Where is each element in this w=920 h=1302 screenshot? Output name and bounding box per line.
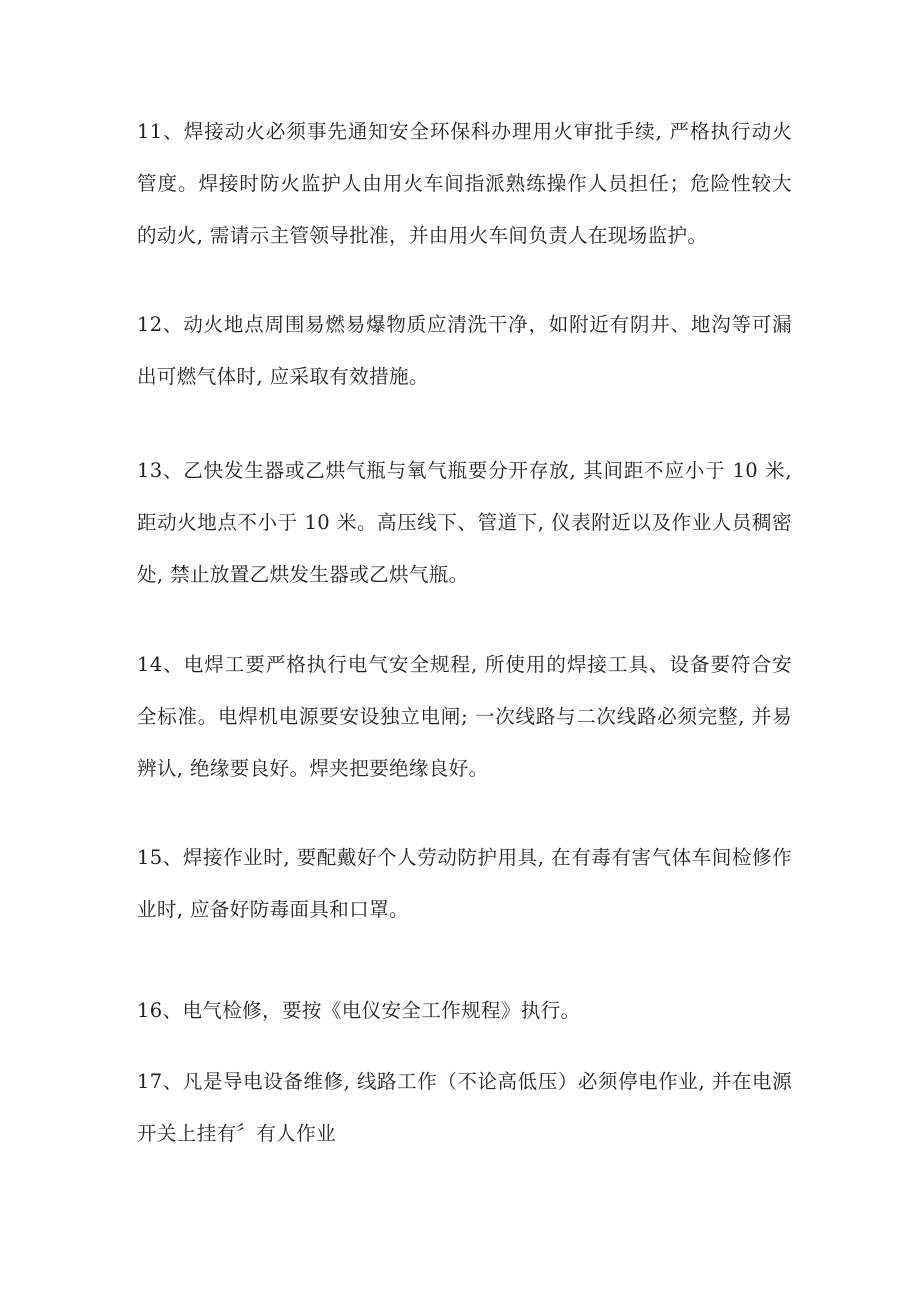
- paragraph-14: 14、电焊工要严格执行电气安全规程, 所使用的焊接工具、设备要符合安全标准。电焊机电源要安设独立电闸; 一次线路与二次线路必须完整, 并易辨认, 绝缘要良好。焊夹把要绝缘良好。: [137, 653, 792, 780]
- paragraph-16: 16、电气检修，要按《电仪安全工作规程》执行。: [137, 999, 581, 1022]
- paragraph-13: 13、乙快发生器或乙烘气瓶与氧气瓶要分开存放, 其间距不应小于 10 米, 距动火地点不小于 10 米。高压线下、管道下, 仪表附近以及作业人员稠密处, 禁止放置乙烘发生器或乙烘气瓶。: [137, 459, 792, 586]
- paragraph-12: 12、动火地点周围易燃易爆物质应清洗干净，如附近有阴井、地沟等可漏出可燃气体时, 应采取有效措施。: [137, 313, 792, 388]
- paragraph-11: 11、焊接动火必须事先通知安全环保科办理用火审批手续, 严格执行动火管度。焊接时防火监护人由用火车间指派熟练操作人员担任；危险性较大的动火, 需请示主管领导批准，并由用火车间负责人在现场监护。: [137, 120, 792, 247]
- paragraph-17: 17、凡是导电设备维修, 线路工作（不论高低压）必须停电作业, 并在电源开关上挂有〞有人作业: [137, 1070, 792, 1145]
- paragraph-15: 15、焊接作业时, 要配戴好个人劳动防护用具, 在有毒有害气体车间检修作业时, 应备好防毒面具和口罩。: [137, 846, 792, 921]
